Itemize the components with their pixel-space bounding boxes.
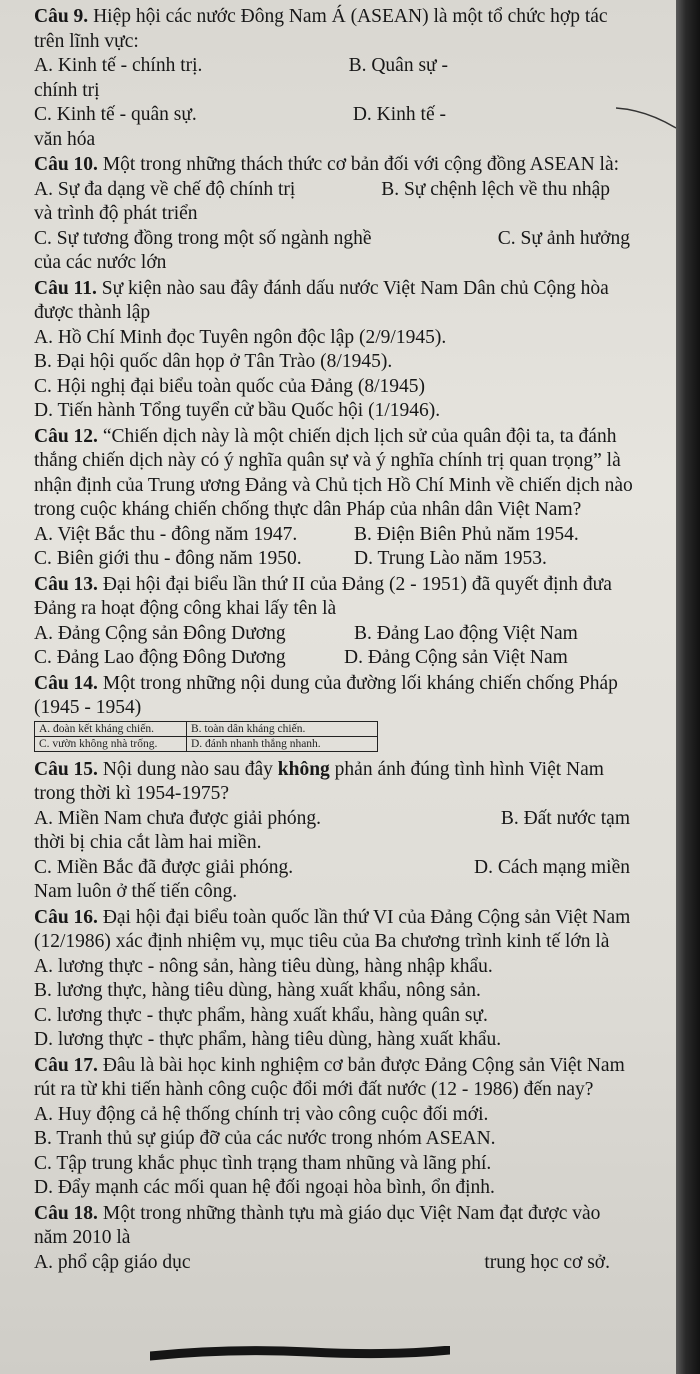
question-text: “Chiến dịch này là một chiến dịch lịch sử của quân đội ta, ta đánh thắng chiến dịch này có ý nghĩa quân sự và ý nghĩa chính trị quan trọng” là nhận định của Trung ương Đảng và Chủ tịch Hồ Chí Minh về chiến dịch nào trong cuộc kháng chiến chống thực dân Pháp của nhân dân Việt Nam? bbox=[34, 425, 633, 520]
page-edge bbox=[676, 0, 700, 1374]
option-c: C. Miền Bắc đã được giải phóng. bbox=[34, 856, 294, 878]
question-label: Câu 15. bbox=[34, 758, 98, 780]
option-a: A. Kinh tế - chính trị. bbox=[34, 55, 203, 76]
option-d: D. lương thực - thực phẩm, hàng tiêu dùng, hàng xuất khẩu. bbox=[34, 1029, 502, 1050]
question-label: Câu 16. bbox=[34, 906, 98, 928]
option-b: B. lương thực, hàng tiêu dùng, hàng xuất khẩu, nông sản. bbox=[34, 980, 481, 1001]
option-a: A. Đảng Cộng sản Đông Dương bbox=[34, 622, 286, 644]
question-text: Đại hội đại biểu toàn quốc lần thứ VI của Đảng Cộng sản Việt Nam (12/1986) xác định nhiệm vụ, mục tiêu của Ba chương trình kinh tế lớn là bbox=[34, 906, 631, 952]
question-16 bbox=[34, 906, 634, 1053]
question-label: Câu 12. bbox=[34, 425, 98, 447]
option-a: A. phổ cập giáo dục bbox=[34, 1251, 191, 1273]
option-d: D. Trung Lào năm 1953. bbox=[354, 548, 547, 569]
option-a: A. Sự đa dạng về chế độ chính trị bbox=[34, 178, 296, 200]
option-c: C. Đảng Lao động Đông Dương bbox=[34, 647, 286, 668]
question-label: Câu 13. bbox=[34, 573, 98, 595]
question-label: Câu 14. bbox=[34, 672, 98, 694]
question-18 bbox=[34, 1202, 634, 1276]
question-text: Đại hội đại biểu lần thứ II của Đảng (2 - 1951) đã quyết định đưa Đảng ra hoạt động công khai lấy tên là bbox=[34, 573, 612, 619]
option-a: A. Hồ Chí Minh đọc Tuyên ngôn độc lập (2/9/1945). bbox=[34, 326, 447, 348]
option-d-continued: văn hóa bbox=[34, 128, 96, 150]
question-12 bbox=[34, 425, 634, 572]
question-text: Sự kiện nào sau đây đánh dấu nước Việt Nam Dân chủ Cộng hòa được thành lập bbox=[34, 277, 609, 323]
option-d: C. Sự ảnh hưởng bbox=[497, 227, 630, 249]
option-b-continued: và trình độ phát triển bbox=[34, 203, 198, 224]
option-a: A. Miền Nam chưa được giải phóng. bbox=[34, 807, 322, 829]
option-d: D. Tiến hành Tổng tuyển cử bầu Quốc hội (1/1946). bbox=[34, 400, 441, 421]
question-15 bbox=[34, 758, 634, 905]
question-9 bbox=[34, 5, 634, 152]
option-c: C. vườn không nhà trống. bbox=[35, 737, 187, 751]
option-b: B. Sự chệnh lệch về thu nhập bbox=[381, 178, 610, 200]
option-d-continued: của các nước lớn bbox=[34, 252, 167, 273]
option-d-continued: Nam luôn ở thế tiến công. bbox=[34, 881, 238, 902]
question-text: Nội dung nào sau đây bbox=[97, 758, 278, 780]
option-a: A. đoàn kết kháng chiến. bbox=[35, 722, 187, 737]
option-b-partial: trung học cơ sở. bbox=[484, 1251, 610, 1273]
question-text: Một trong những thách thức cơ bản đối với cộng đồng ASEAN là: bbox=[97, 154, 620, 175]
option-b: B. toàn dân kháng chiến. bbox=[187, 722, 377, 737]
question-13 bbox=[34, 573, 634, 671]
question-label: Câu 9. bbox=[34, 6, 89, 27]
question-text: Một trong những thành tựu mà giáo dục Việt Nam đạt được vào năm 2010 là bbox=[34, 1202, 601, 1248]
question-label: Câu 17. bbox=[34, 1054, 98, 1076]
question-10 bbox=[34, 153, 634, 276]
question-text: Một trong những nội dung của đường lối kháng chiến chống Pháp (1945 - 1954) bbox=[34, 672, 618, 718]
option-b: B. Đất nước tạm bbox=[500, 807, 630, 829]
answer-grid bbox=[34, 721, 378, 752]
question-label: Câu 10. bbox=[34, 154, 98, 175]
question-label: Câu 18. bbox=[34, 1202, 98, 1224]
question-14 bbox=[34, 672, 634, 752]
option-d: D. Đảng Cộng sản Việt Nam bbox=[344, 647, 568, 668]
question-label: Câu 11. bbox=[34, 277, 97, 299]
ink-smear bbox=[150, 1346, 450, 1362]
question-text: Đâu là bài học kinh nghiệm cơ bản được Đảng Cộng sản Việt Nam rút ra từ khi tiến hành công cuộc đổi mới đất nước (12 - 1986) đến nay? bbox=[34, 1054, 625, 1100]
question-11 bbox=[34, 277, 634, 424]
option-b-continued: chính trị bbox=[34, 79, 100, 101]
option-b: B. Quân sự - bbox=[348, 55, 448, 76]
option-c: C. Kinh tế - quân sự. bbox=[34, 104, 197, 125]
option-c: C. lương thực - thực phẩm, hàng xuất khẩu, hàng quân sự. bbox=[34, 1004, 488, 1026]
option-c: C. Tập trung khắc phục tình trạng tham nhũng và lãng phí. bbox=[34, 1152, 492, 1174]
option-d: D. Cách mạng miền bbox=[474, 856, 630, 878]
option-b-continued: thời bị chia cắt làm hai miền. bbox=[34, 832, 262, 853]
option-b: B. Đảng Lao động Việt Nam bbox=[354, 622, 578, 644]
option-b: B. Điện Biên Phủ năm 1954. bbox=[354, 523, 579, 545]
question-17 bbox=[34, 1054, 634, 1201]
option-b: B. Tranh thủ sự giúp đỡ của các nước trong nhóm ASEAN. bbox=[34, 1128, 496, 1149]
option-c: C. Biên giới thu - đông năm 1950. bbox=[34, 548, 302, 569]
option-d: D. Đẩy mạnh các mối quan hệ đối ngoại hòa bình, ổn định. bbox=[34, 1177, 495, 1198]
option-a: A. Việt Bắc thu - đông năm 1947. bbox=[34, 523, 298, 545]
option-d: D. đánh nhanh thắng nhanh. bbox=[191, 737, 321, 750]
option-a: A. Huy động cả hệ thống chính trị vào công cuộc đối mới. bbox=[34, 1103, 489, 1125]
option-c: C. Sự tương đồng trong một số ngành nghề bbox=[34, 227, 372, 249]
question-emphasis: không bbox=[277, 758, 330, 780]
option-a: A. lương thực - nông sản, hàng tiêu dùng, hàng nhập khẩu. bbox=[34, 955, 493, 977]
question-list bbox=[34, 4, 634, 1275]
option-b: B. Đại hội quốc dân họp ở Tân Trào (8/1945). bbox=[34, 351, 393, 372]
question-text-continued: phản ánh đúng tình hình Việt Nam trong thời kì 1954-1975? bbox=[34, 758, 604, 804]
option-c: C. Hội nghị đại biểu toàn quốc của Đảng (8/1945) bbox=[34, 375, 425, 397]
option-d: D. Kinh tế - bbox=[352, 104, 446, 125]
question-text: Hiệp hội các nước Đông Nam Á (ASEAN) là một tổ chức hợp tác trên lĩnh vực: bbox=[34, 6, 608, 52]
